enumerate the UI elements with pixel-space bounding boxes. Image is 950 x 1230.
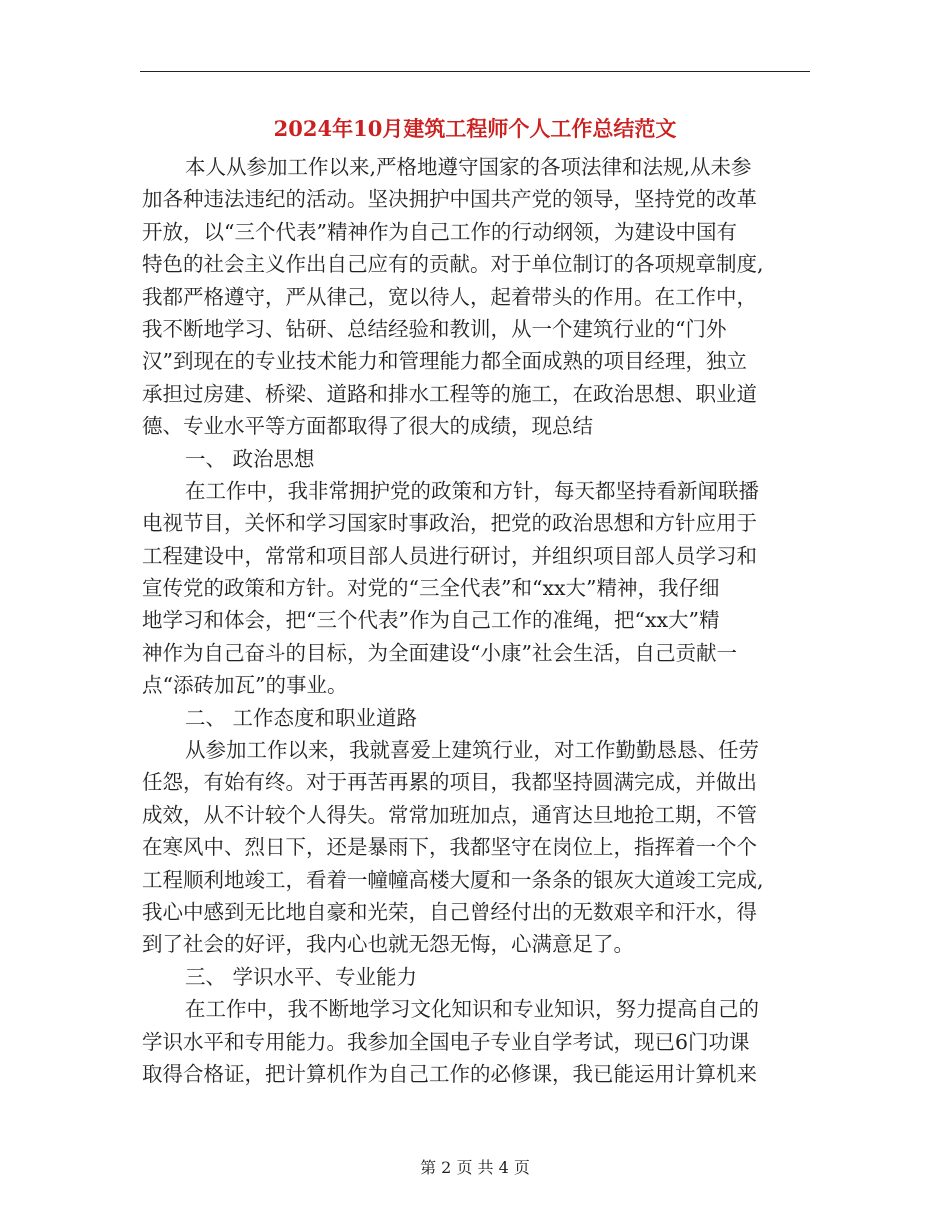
body-line: 汉”到现在的专业技术能力和管理能力都全面成熟的项目经理，独立: [142, 349, 747, 374]
body-line: 点“添砖加瓦”的事业。: [142, 673, 348, 698]
body-line: 任怨，有始有终。对于再苦再累的项目，我都坚持圆满完成，并做出: [142, 770, 757, 795]
body-line: 取得合格证，把计算机作为自己工作的必修课，我已能运用计算机来: [142, 1061, 757, 1086]
body-line: 我心中感到无比地自豪和光荣，自己曾经付出的无数艰辛和汗水，得: [142, 899, 757, 924]
body-line: 德、专业水平等方面都取得了很大的成绩，现总结: [142, 414, 593, 439]
body-line: 开放，以“三个代表”精神作为自己工作的行动纲领，为建设中国有: [142, 219, 737, 244]
body-line: 我都严格遵守，严从律己，宽以待人，起着带头的作用。在工作中，: [142, 284, 757, 309]
body-line: 加各种违法违纪的活动。坚决拥护中国共产党的领导，坚持党的改革: [142, 187, 757, 212]
body-line: 工程顺利地竣工，看着一幢幢高楼大厦和一条条的银灰大道竣工完成,: [142, 867, 764, 892]
section-heading: 二、 工作态度和职业道路: [185, 705, 418, 730]
section-heading: 三、 学识水平、专业能力: [185, 964, 418, 989]
body-line: 我不断地学习、钻研、总结经验和教训，从一个建筑行业的“门外: [142, 316, 727, 341]
header-rule: [140, 71, 810, 72]
body-line: 宣传党的政策和方针。对党的“三全代表”和“xx大”精神，我仔细: [142, 576, 720, 601]
body-line: 学识水平和专用能力。我参加全国电子专业自学考试，现已6门功课: [142, 1029, 750, 1054]
body-line: 地学习和体会，把“三个代表”作为自己工作的准绳，把“xx大”精: [142, 608, 720, 633]
body-line: 从参加工作以来，我就喜爱上建筑行业，对工作勤勤恳恳、任劳: [185, 738, 759, 763]
document-title: 2024年10月建筑工程师个人工作总结范文: [273, 116, 677, 141]
body-line: 到了社会的好评，我内心也就无怨无悔，心满意足了。: [142, 932, 634, 957]
body-line: 承担过房建、桥梁、道路和排水工程等的施工，在政治思想、职业道: [142, 381, 757, 406]
page-number-footer: 第 2 页 共 4 页: [420, 1158, 530, 1177]
body-line: 特色的社会主义作出自己应有的贡献。对于单位制订的各项规章制度,: [142, 252, 764, 277]
document-body: [142, 151, 814, 1090]
body-line: 在寒风中、烈日下，还是暴雨下，我都坚守在岗位上，指挥着一个个: [142, 835, 757, 860]
body-line: 电视节目，关怀和学习国家时事政治，把党的政治思想和方针应用于: [142, 511, 757, 536]
body-line: 工程建设中，常常和项目部人员进行研讨，并组织项目部人员学习和: [142, 543, 757, 568]
body-line: 成效，从不计较个人得失。常常加班加点，通宵达旦地抢工期，不管: [142, 802, 757, 827]
body-line: 本人从参加工作以来,严格地遵守国家的各项法律和法规,从未参: [185, 155, 752, 179]
body-line: 在工作中，我不断地学习文化知识和专业知识，努力提高自己的: [185, 997, 759, 1022]
body-line: 在工作中，我非常拥护党的政策和方针，每天都坚持看新闻联播: [185, 478, 759, 503]
section-heading: 一、 政治思想: [185, 446, 315, 471]
body-line: 神作为自己奋斗的目标，为全面建设“小康”社会生活，自己贡献一: [142, 640, 737, 665]
